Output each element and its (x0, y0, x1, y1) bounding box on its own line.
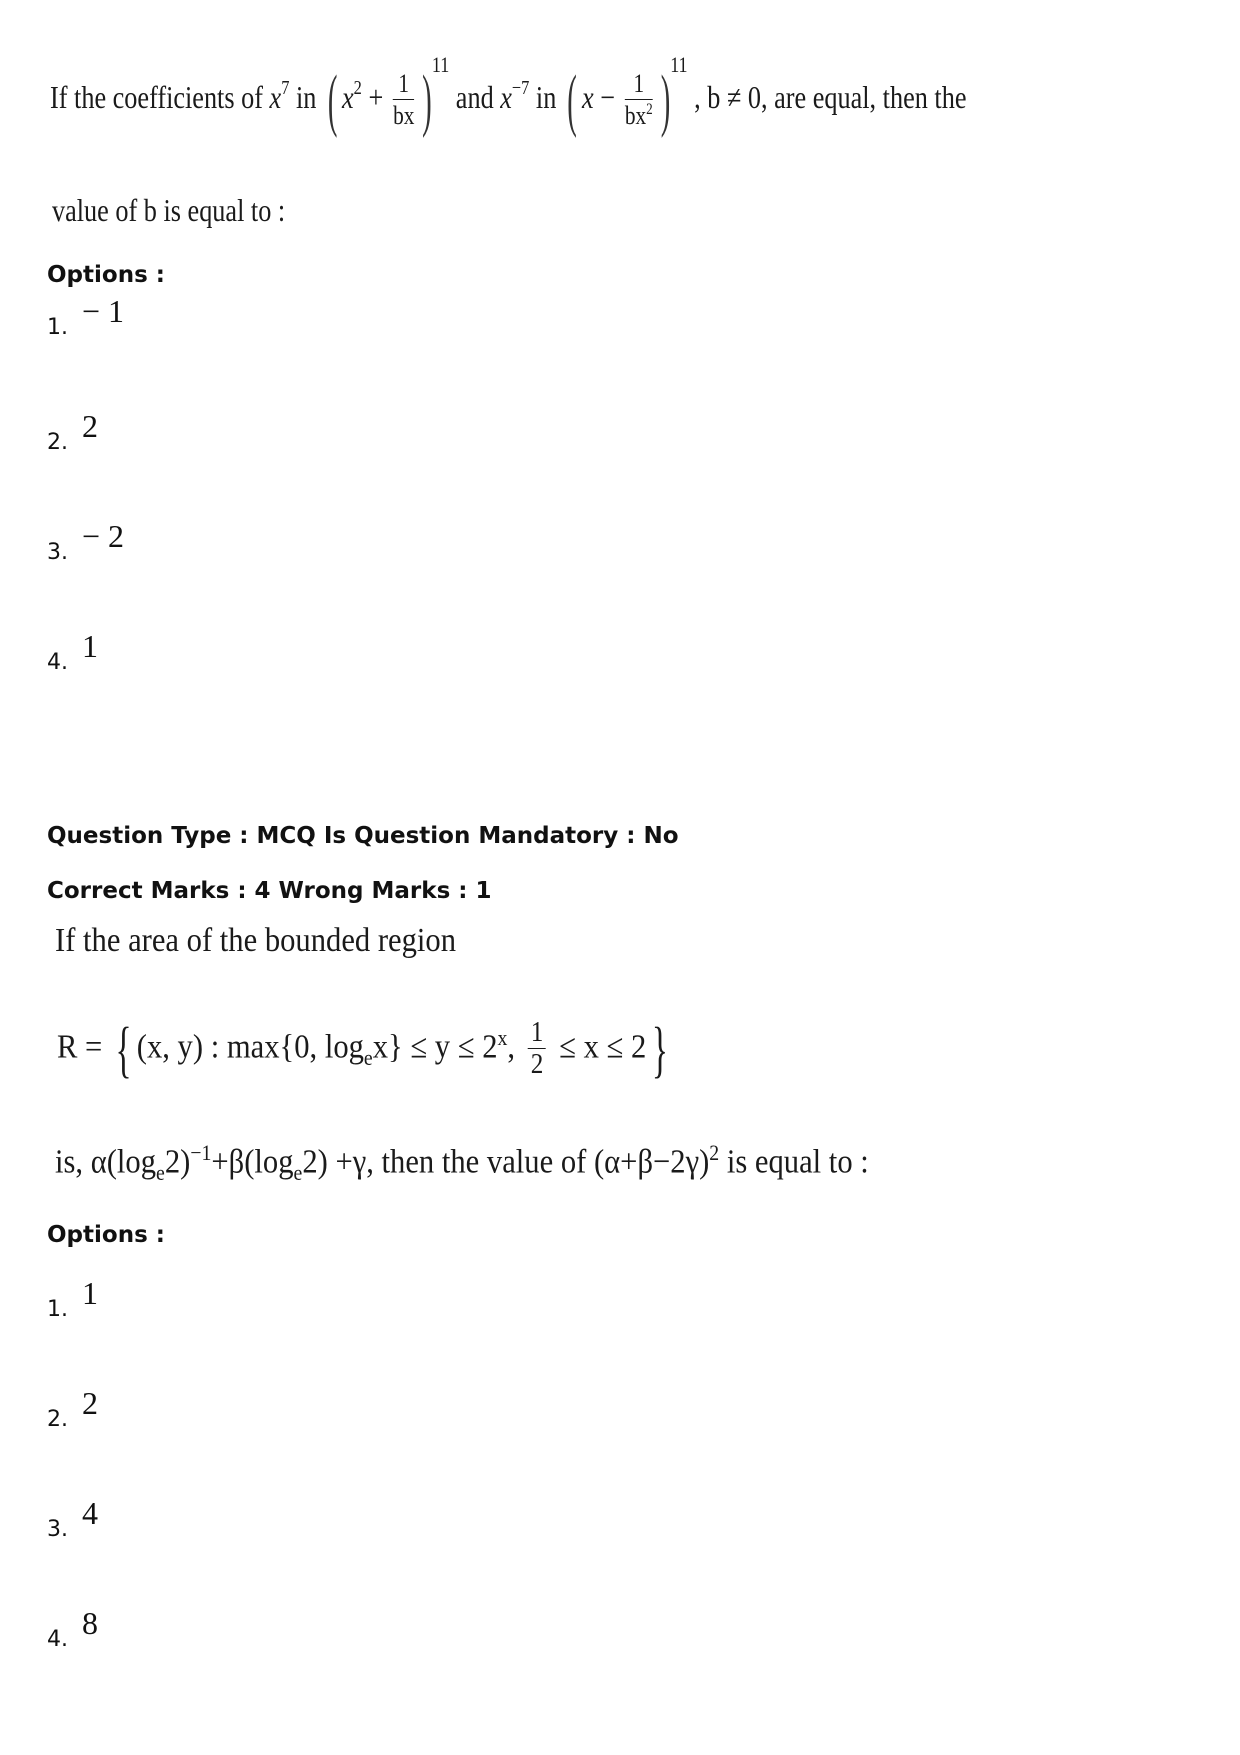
q1-option-1-number: 1. (47, 315, 68, 340)
q2-statement-line1: If the area of the bounded region (55, 922, 457, 959)
q1-text-part2: , b ≠ 0, are equal, then the (694, 79, 967, 115)
q1-frac2-num: 1 (625, 69, 653, 100)
q1-option-1-value: − 1 (82, 293, 125, 329)
q1-left-paren: ( (327, 61, 338, 139)
q1-option-4-number: 4. (47, 650, 68, 675)
q1-option-3-value: − 2 (82, 518, 125, 554)
q2-left-brace: { (115, 1015, 132, 1084)
q1-right-paren: ) (422, 61, 433, 139)
q2-option-1-number: 1. (47, 1297, 68, 1322)
q1-frac1-num: 1 (393, 69, 414, 100)
q1-option-4[interactable] (47, 628, 98, 677)
q1-option-2[interactable] (47, 408, 98, 457)
q1-option-4-value: 1 (82, 628, 98, 664)
q2-line3-sup1: −1 (190, 1140, 212, 1165)
q2-half-fraction (528, 1018, 546, 1081)
q1-option-2-number: 2. (47, 430, 68, 455)
q2-option-4-value: 8 (82, 1605, 98, 1641)
q2-option-2[interactable] (47, 1385, 98, 1434)
q1-x-var: x (269, 79, 282, 115)
q2-half-num: 1 (528, 1018, 546, 1049)
q1-option-3-number: 3. (47, 540, 68, 565)
q2-half-den: 2 (530, 1049, 544, 1080)
q1-options-heading: Options : (47, 262, 165, 288)
q2-r-eq: R = (57, 1028, 103, 1066)
q2-region-definition (57, 1015, 673, 1084)
q2-option-2-value: 2 (82, 1385, 98, 1421)
q2-line3-sub1: e (156, 1160, 165, 1186)
q2-line3-b: 2) (164, 1143, 191, 1181)
q1-power1: 11 (431, 52, 450, 77)
q2-line3-a: is, α(log (55, 1143, 157, 1181)
q1-exp-neg7: −7 (511, 77, 530, 99)
q1-right-paren2: ) (660, 61, 671, 139)
q2-set-text3: ≤ x ≤ 2 (559, 1028, 647, 1066)
q2-line3-sub2: e (293, 1160, 303, 1186)
q2-set-text2: x} ≤ y ≤ 2 (372, 1028, 498, 1066)
q1-x-sq: x (342, 79, 354, 115)
q1-sq: 2 (353, 77, 362, 99)
q1-frac2-den-wrap (625, 100, 653, 132)
q1-in-word: in (295, 79, 317, 115)
q1-frac2-den-sup: 2 (646, 101, 653, 119)
q1-option-3[interactable] (47, 518, 125, 567)
q1-statement-line1 (50, 52, 993, 139)
q1-frac1-den: bx (393, 101, 415, 131)
q1-minus: − (600, 79, 616, 115)
q2-comma: , (507, 1028, 516, 1066)
q2-options-heading: Options : (47, 1222, 165, 1248)
q1-frac2-den: bx (624, 101, 647, 131)
q2-line3-e: is equal to : (719, 1143, 869, 1181)
q1-option-2-value: 2 (82, 408, 98, 444)
q2-marks: Correct Marks : 4 Wrong Marks : 1 (47, 878, 492, 904)
q2-statement-line3 (55, 1140, 869, 1186)
q1-fraction2 (625, 69, 653, 132)
q2-line3-d: 2) +γ, then the value of (α+β−2γ) (302, 1143, 710, 1181)
q2-sup-x: x (497, 1024, 508, 1050)
q1-plus: + (368, 79, 384, 115)
q1-text-part1: If the coefficients of (50, 79, 263, 115)
q2-line3-c: +β(log (211, 1143, 294, 1181)
q1-in-word2: in (535, 79, 557, 115)
q2-line3-sup2: 2 (709, 1140, 720, 1165)
q2-option-3-number: 3. (47, 1517, 68, 1542)
q1-power2: 11 (670, 52, 688, 77)
q1-exp7: 7 (281, 77, 290, 99)
q1-and-word: and (455, 79, 494, 115)
q1-fraction1 (393, 69, 414, 132)
q1-x-var2: x (500, 79, 512, 115)
q2-set-text: (x, y) : max{0, log (136, 1028, 364, 1066)
q1-left-paren2: ( (567, 61, 578, 139)
q2-option-3-value: 4 (82, 1495, 98, 1531)
q2-question-type: Question Type : MCQ Is Question Mandatory : No (47, 823, 679, 849)
q1-x-plain: x (582, 79, 594, 115)
q2-option-4-number: 4. (47, 1627, 68, 1652)
q1-statement-line2: value of b is equal to : (52, 192, 286, 228)
q2-sub-e: e (363, 1045, 373, 1071)
q2-option-1[interactable] (47, 1275, 98, 1324)
q2-option-3[interactable] (47, 1495, 98, 1544)
q2-option-1-value: 1 (82, 1275, 98, 1311)
q2-option-4[interactable] (47, 1605, 98, 1654)
q1-option-1[interactable] (47, 293, 125, 342)
q2-right-brace: } (651, 1015, 668, 1084)
q2-option-2-number: 2. (47, 1407, 68, 1432)
